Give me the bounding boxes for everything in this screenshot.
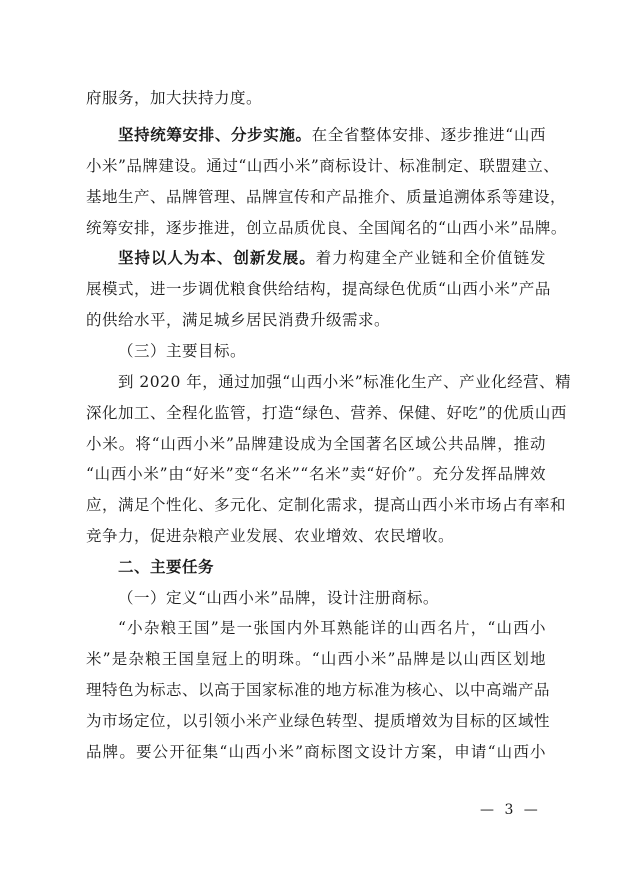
text-line-1 — [86, 88, 546, 108]
line-text: 深化加工、全程化监管，打造“绿色、营养、保健、好吃”的优质山西 — [86, 404, 567, 422]
text-line-14 — [86, 495, 567, 515]
line-text: 府服务，加大扶持力度。 — [86, 89, 263, 107]
text-line-7 — [86, 279, 551, 299]
section-title: 二、主要任务 — [118, 558, 215, 576]
line-text: 品牌。要公开征集“山西小米”商标图文设计方案，申请“山西小 — [86, 743, 546, 761]
text-line-13 — [86, 464, 546, 484]
principle-title: 坚持以人为本、创新发展。 — [118, 248, 316, 267]
line-text: 的供给水平，满足城乡居民消费升级需求。 — [86, 311, 391, 329]
section-heading-3 — [118, 341, 546, 361]
principle-line-1 — [118, 125, 546, 145]
text-line-5 — [86, 218, 567, 238]
line-text: 展模式，进一步调优粮食供给结构，提高绿色优质“山西小米”产品 — [86, 280, 551, 298]
line-text: 米”是杂粮王国皇冠上的明珠。“山西小米”品牌是以山西区划地 — [86, 650, 546, 668]
text-line-21 — [86, 711, 551, 731]
line-text: 为市场定位，以引领小米产业绿色转型、提质增效为目标的区域性 — [86, 712, 551, 730]
text-line-22 — [86, 742, 546, 762]
line-text: 着力构建全产业链和全价值链发 — [315, 249, 546, 267]
subsection-title: （三）主要目标。 — [118, 342, 247, 360]
principle-title: 坚持统筹安排、分步实施。 — [118, 125, 312, 144]
line-text: 在全省整体安排、逐步推进“山西 — [311, 126, 546, 144]
text-line-4 — [86, 187, 567, 207]
line-text: 到 2020 年，通过加强“山西小米”标准化生产、产业化经营、精 — [118, 373, 572, 391]
text-line-11 — [86, 403, 567, 423]
text-line-19 — [86, 649, 546, 669]
line-text: 统筹安排，逐步推进，创立品质优良、全国闻名的“山西小米”品牌。 — [86, 219, 567, 237]
line-text: 小米。将“山西小米”品牌建设成为全国著名区域公共品牌，推动 — [86, 435, 546, 453]
line-text: 基地生产、品牌管理、品牌宣传和产品推介、质量追溯体系等建设， — [86, 188, 567, 206]
line-text: “山西小米”由“好米”变“名米”“名米”卖“好价”。充分发挥品牌效 — [86, 465, 546, 483]
line-text: 应，满足个性化、多元化、定制化需求，提高山西小米市场占有率和 — [86, 496, 567, 514]
subsection-title: （一）定义“山西小米”品牌，设计注册商标。 — [118, 589, 439, 607]
text-line-8 — [86, 310, 546, 330]
text-line-12 — [86, 434, 546, 454]
principle-line-2 — [118, 248, 546, 268]
line-text: “小杂粮王国”是一张国内外耳熟能详的山西名片，“山西小 — [118, 619, 546, 637]
section-heading-main — [118, 557, 546, 577]
text-line-10 — [118, 372, 572, 392]
line-text: 竞争力，促进杂粮产业发展、农业增效、农民增收。 — [86, 527, 455, 545]
text-line-20 — [86, 680, 551, 700]
text-line-18 — [118, 618, 546, 638]
subsection-heading-1 — [118, 588, 546, 608]
line-text: 理特色为标志、以高于国家标准的地方标准为核心、以中高端产品 — [86, 681, 551, 699]
page-number: — 3 — — [480, 802, 541, 818]
text-line-3 — [86, 156, 560, 176]
text-line-15 — [86, 526, 546, 546]
line-text: 小米”品牌建设。通过“山西小米”商标设计、标准制定、联盟建立、 — [86, 157, 560, 175]
